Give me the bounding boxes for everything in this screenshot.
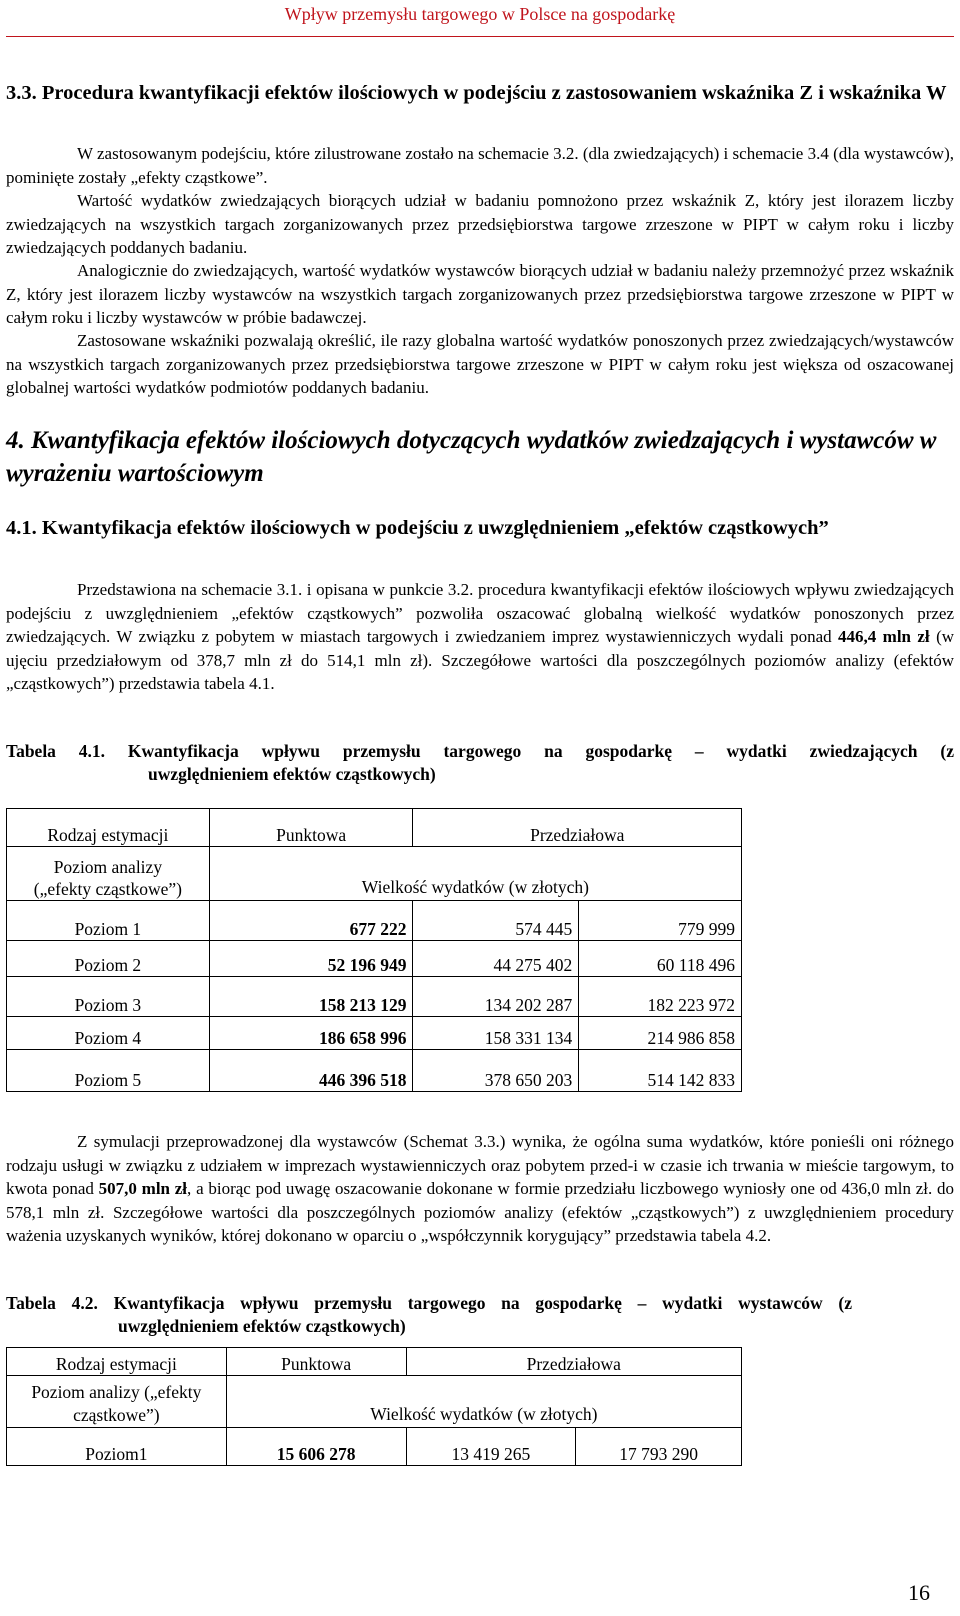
table-4-2-header-punktowa: Punktowa [226, 1348, 406, 1376]
table-4-1-caption-line-1: Tabela 4.1. Kwantyfikacja wpływu przemysłu targowego na gospodarkę – wydatki zwiedzających (z [6, 741, 954, 761]
row-label: Poziom 1 [7, 901, 210, 941]
table-4-1-caption-line-2: uwzględnieniem efektów cząstkowych) [148, 764, 436, 784]
row-max: 60 118 496 [579, 941, 742, 977]
row-max: 214 986 858 [579, 1017, 742, 1050]
table-4-2-caption-line-2: uwzględnieniem efektów cząstkowych) [118, 1316, 406, 1336]
sec41-p2-total: 507,0 mln zł [98, 1179, 188, 1198]
sec33-paragraph-4: Zastosowane wskaźniki pozwalają określić, ile razy globalna wartość wydatków ponoszonych przez zwiedzających/wystawców na wszystkich targach zorganizowanych przez przedsiębiorstwa targowe zrzeszone w PIPT w całym roku jest większa od oszacowanej globalnej wartości wydatków podmiotów poddanych badaniu. [6, 331, 954, 397]
row-max: 514 142 833 [579, 1050, 742, 1092]
row-punktowa: 446 396 518 [209, 1050, 413, 1092]
sec41-paragraph-1 [6, 578, 954, 696]
row-label: Poziom 2 [7, 941, 210, 977]
table-4-2-header-poziom-line-1: Poziom analizy („efekty [31, 1382, 202, 1402]
sec41-p1-total: 446,4 mln zł [838, 627, 930, 646]
row-max: 17 793 290 [576, 1428, 742, 1466]
sec41-p1-text-b: (w ujęciu przedziałowym od 378,7 mln zł do 514,1 mln zł). Szczegółowe wartości dla poszczególnych poziomów analizy (efektów „cząstkowych”) przedstawia tabela 4.1. [6, 627, 955, 693]
sec33-paragraph-2: Wartość wydatków zwiedzających biorących udział w badaniu pomnożono przez wskaźnik Z, który jest ilorazem liczby zwiedzających na wszystkich targach zorganizowanych przez przedsiębiorstwa targowe zrzeszone w PIPT w całym roku i liczby zwiedzających poddanych badaniu. [6, 191, 954, 257]
table-4-1-header-poziom [7, 847, 210, 901]
page-number: 16 [908, 1580, 930, 1605]
table-4-2-header-przedzialowa: Przedziałowa [406, 1348, 742, 1376]
table-4-1-header-przedzialowa: Przedziałowa [413, 809, 742, 847]
table-4-2-header-wielkosc: Wielkość wydatków (w złotych) [226, 1376, 741, 1428]
table-4-1-header-rodzaj: Rodzaj estymacji [7, 809, 210, 847]
table-4-1 [6, 808, 742, 1092]
row-punktowa: 158 213 129 [209, 977, 413, 1017]
row-label: Poziom1 [7, 1428, 227, 1466]
header-rule [6, 36, 954, 37]
table-row [7, 977, 742, 1017]
table-4-1-header-poziom-line-1: Poziom analizy [53, 857, 163, 877]
sec33-paragraph-1: W zastosowanym podejściu, które zilustrowane zostało na schemacie 3.2. (dla zwiedzających) i schemacie 3.4 (dla wystawców), pominięte zostały „efekty cząstkowe”. [6, 144, 954, 187]
sec41-p2-text-b: , a biorąc pod uwagę oszacowanie dokonane w formie przedziału liczbowego wyniosły one od 436,0 mln zł. do 578,1 mln zł. Szczegółowe wartości dla poszczególnych poziomów analizy (efektów „cząstkowych”) z uwzględnieniem procedury ważenia uzyskanych wyników, której dokonano w oparciu o „współczynnik korygujący” przedstawia tabela 4.2. [6, 1179, 955, 1245]
sec33-paragraph-3: Analogicznie do zwiedzających, wartość wydatków wystawców biorących udział w badaniu należy przemnożyć przez wskaźnik Z, który jest ilorazem liczby wystawców na wszystkich targach zorganizowanych przez przedsiębiorstwa targowe zrzeszone w PIPT w całym roku i liczby wystawców w próbie badawczej. [6, 261, 954, 327]
table-row [7, 1017, 742, 1050]
row-punktowa: 15 606 278 [226, 1428, 406, 1466]
table-4-2-header-rodzaj: Rodzaj estymacji [7, 1348, 227, 1376]
section-4-heading: 4. Kwantyfikacja efektów ilościowych dotyczących wydatków zwiedzających i wystawców w wyrażeniu wartościowym [6, 427, 937, 487]
row-max: 779 999 [579, 901, 742, 941]
table-4-2 [6, 1347, 742, 1466]
table-4-1-header-wielkosc: Wielkość wydatków (w złotych) [209, 847, 741, 901]
table-row [7, 941, 742, 977]
section-3-3-heading: 3.3. Procedura kwantyfikacji efektów ilościowych w podejściu z zastosowaniem wskaźnika Z i wskaźnika W [6, 82, 947, 104]
row-label: Poziom 3 [7, 977, 210, 1017]
sec41-paragraph-2 [6, 1130, 954, 1248]
row-min: 574 445 [413, 901, 579, 941]
row-punktowa: 52 196 949 [209, 941, 413, 977]
table-4-1-header-poziom-line-2: („efekty cząstkowe”) [33, 879, 182, 899]
row-min: 13 419 265 [406, 1428, 576, 1466]
table-4-1-header-punktowa: Punktowa [209, 809, 413, 847]
row-punktowa: 186 658 996 [209, 1017, 413, 1050]
sec41-p1-text-a: Przedstawiona na schemacie 3.1. i opisana w punkcie 3.2. procedura kwantyfikacji efektów ilościowych wpływu zwiedzających podejściu z uwzględnieniem „efektów cząstkowych” pozwoliła oszacować globalną wielkość wydatków ponoszonych przez zwiedzających. W związku z pobytem w miastach targowych i zwiedzaniem imprez wystawienniczych wydali ponad [6, 580, 954, 646]
table-4-2-header-poziom [7, 1376, 227, 1428]
table-4-2-caption-line-1: Tabela 4.2. Kwantyfikacja wpływu przemysłu targowego na gospodarkę – wydatki wystawców (z [6, 1293, 852, 1313]
row-punktowa: 677 222 [209, 901, 413, 941]
table-4-1-caption [6, 740, 954, 786]
table-row [7, 901, 742, 941]
row-label: Poziom 4 [7, 1017, 210, 1050]
table-4-2-header-poziom-line-2: cząstkowe”) [73, 1405, 160, 1425]
table-row [7, 1428, 742, 1466]
row-label: Poziom 5 [7, 1050, 210, 1092]
section-4-1-heading: 4.1. Kwantyfikacja efektów ilościowych w podejściu z uwzględnieniem „efektów cząstkowych” [6, 517, 829, 539]
row-min: 134 202 287 [413, 977, 579, 1017]
table-4-2-caption [6, 1292, 954, 1338]
row-min: 158 331 134 [413, 1017, 579, 1050]
row-min: 378 650 203 [413, 1050, 579, 1092]
table-row [7, 1050, 742, 1092]
running-header: Wpływ przemysłu targowego w Polsce na gospodarkę [284, 4, 676, 24]
sec41-p2-text-a: Z symulacji przeprowadzonej dla wystawców (Schemat 3.3.) wynika, że ogólna suma wydatków, które ponieśli oni różnego rodzaju usługi w związku z udziałem w imprezach wystawienniczych oraz pobytem przed-i w czasie ich trwania w mieście targowym, to kwota ponad [6, 1132, 954, 1198]
row-min: 44 275 402 [413, 941, 579, 977]
row-max: 182 223 972 [579, 977, 742, 1017]
